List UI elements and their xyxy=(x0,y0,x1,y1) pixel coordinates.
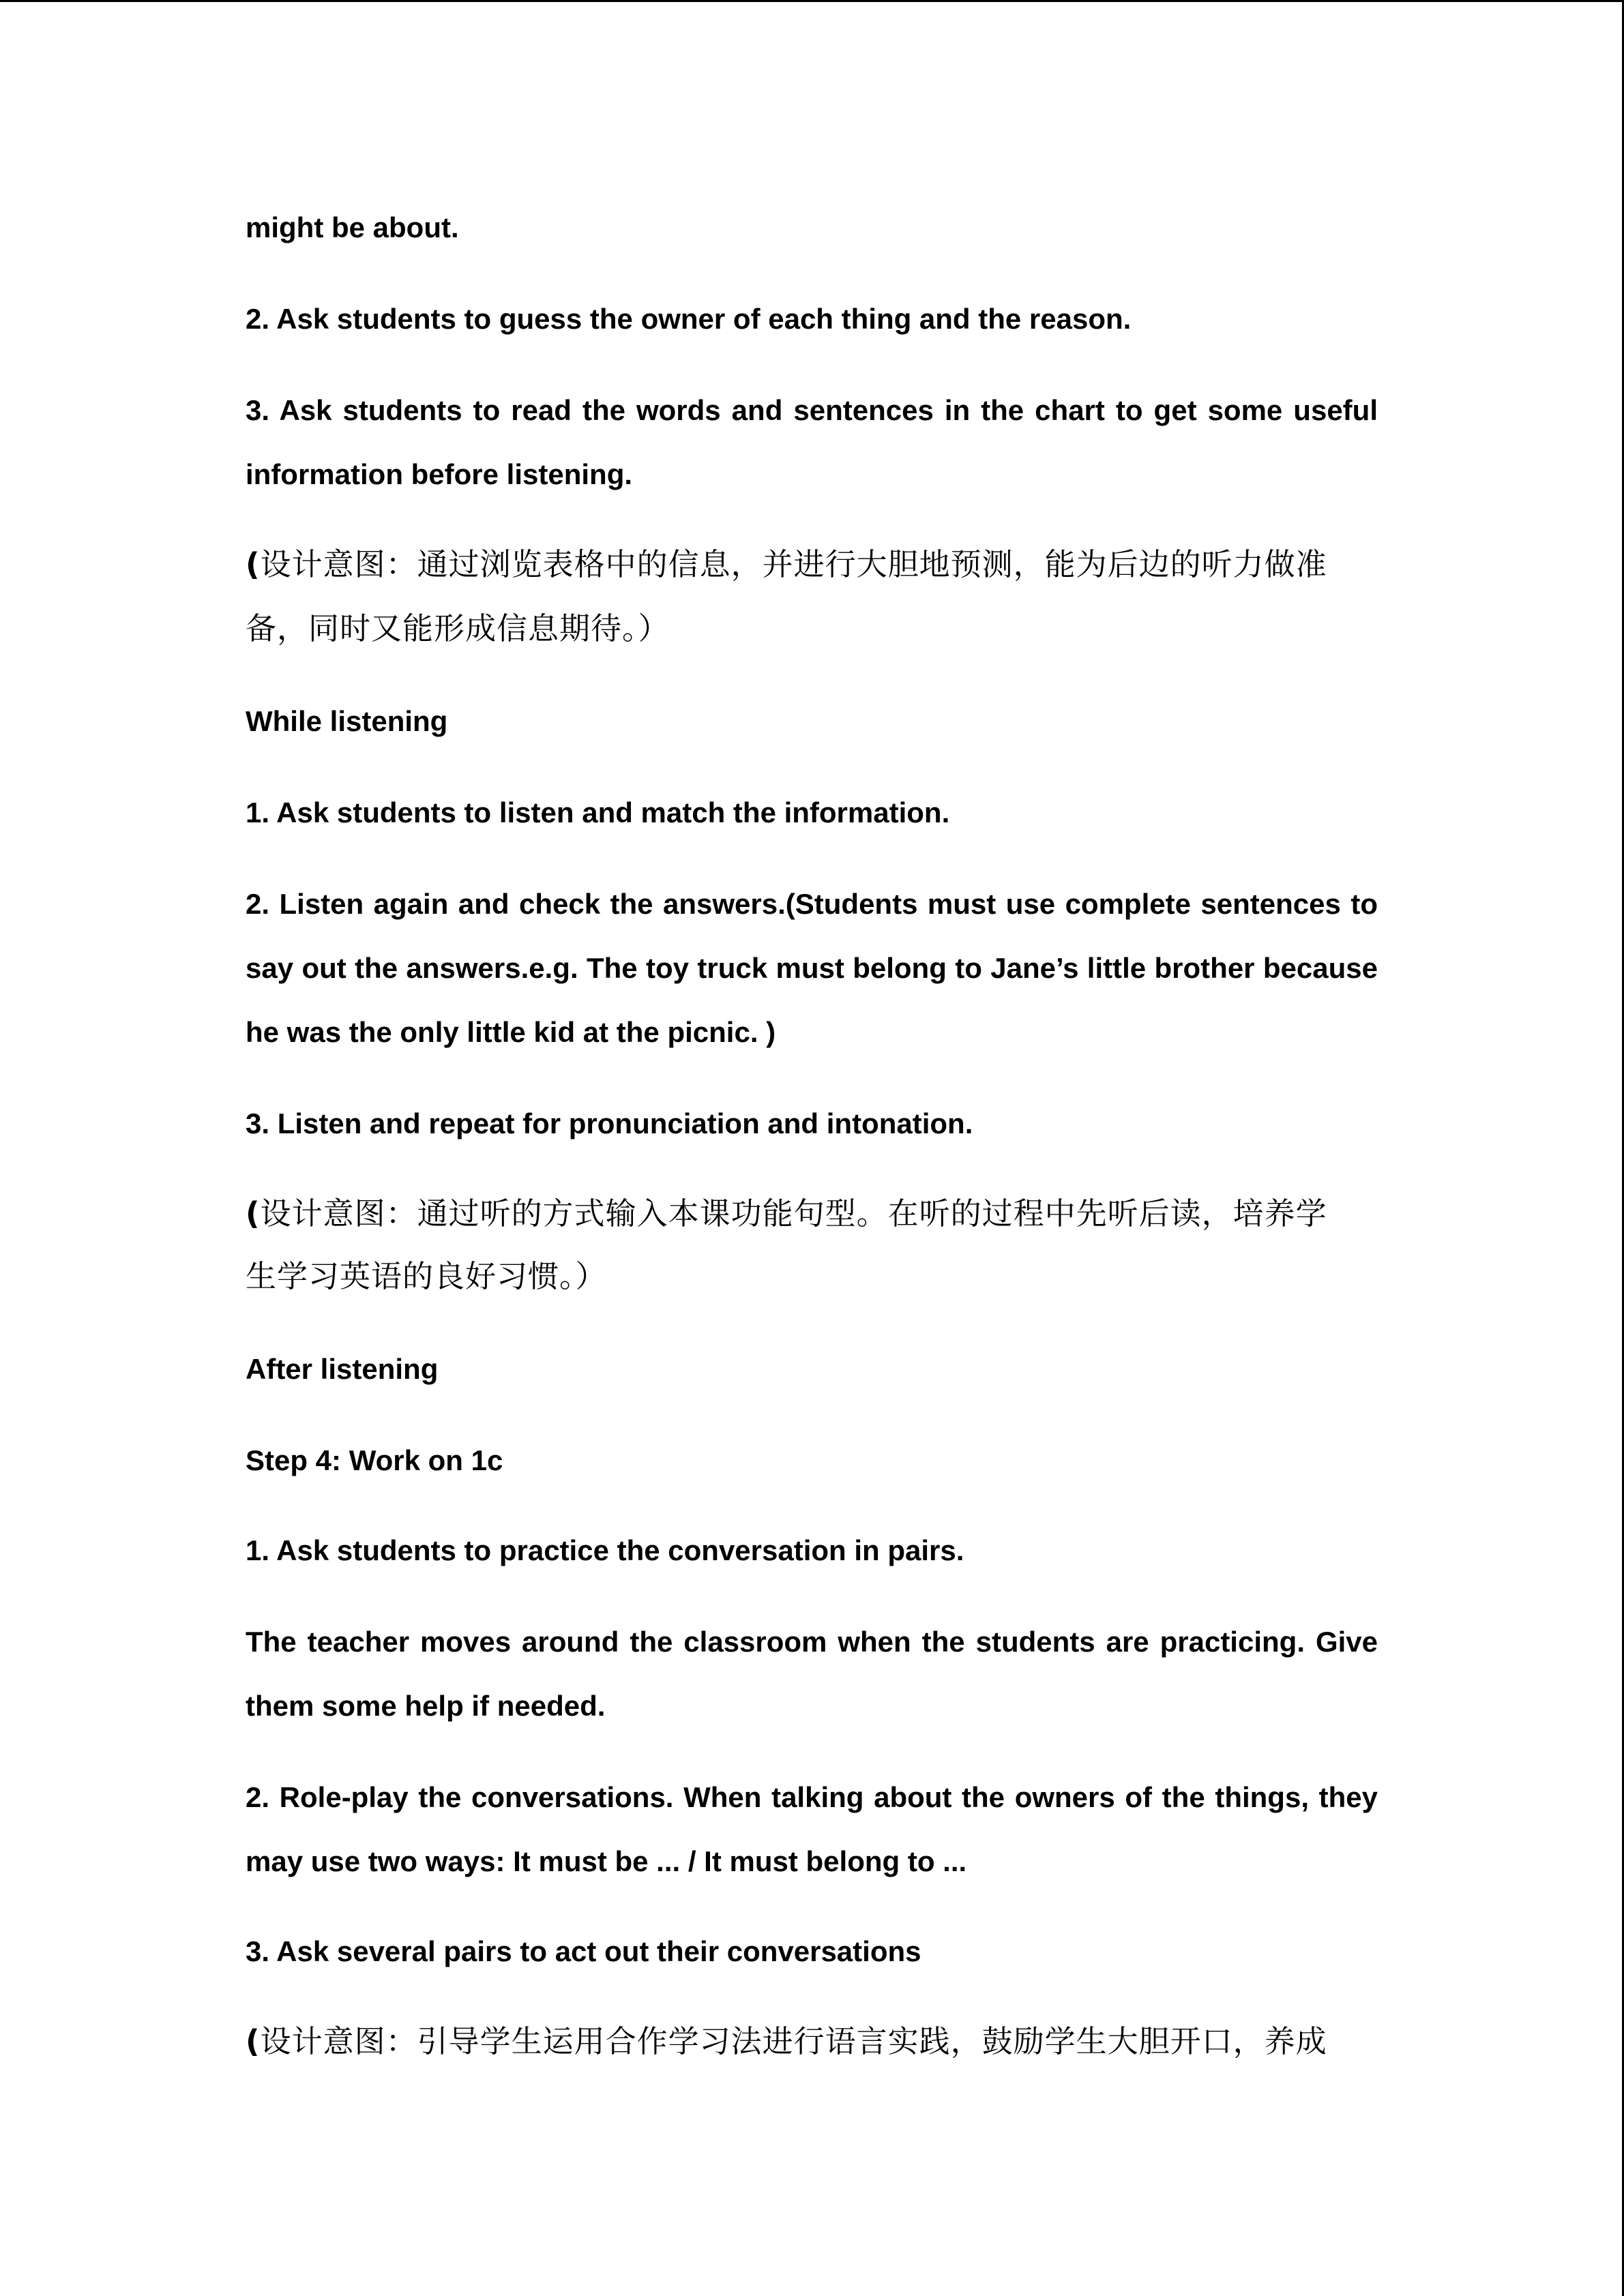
step-heading: Step 4: Work on 1c xyxy=(246,1444,503,1476)
paragraph-line: 3. Ask several pairs to act out their conversations xyxy=(246,1935,921,1967)
design-intent-label: 设计意图： xyxy=(260,546,417,582)
design-intent-line xyxy=(246,546,1378,584)
paragraph-line: 2. Role-play the conversations. When talking about the owners of the things, they xyxy=(246,1781,1378,1813)
paragraph-line: information before listening. xyxy=(246,458,633,490)
design-intent-text: 通过听的方式输入本课功能句型。在听的过程中先听后读，培养学 xyxy=(417,1195,1327,1232)
design-intent-text: 通过浏览表格中的信息，并进行大胆地预测，能为后边的听力做准 xyxy=(417,546,1327,582)
paragraph-line: 1. Ask students to listen and match the information. xyxy=(246,796,950,829)
design-intent-line xyxy=(246,2023,1378,2061)
design-intent-label: 设计意图： xyxy=(260,1195,417,1232)
design-intent-line xyxy=(246,1195,1378,1233)
paragraph-line: he was the only little kid at the picnic. ) xyxy=(246,1016,776,1048)
page-top-border xyxy=(0,0,1624,2)
design-intent-paren: ( xyxy=(246,2023,261,2059)
paragraph-line: 3. Listen and repeat for pronunciation and intonation. xyxy=(246,1107,973,1139)
paragraph-line: 3. Ask students to read the words and sentences in the chart to get some useful xyxy=(246,394,1378,426)
paragraph-line: 2. Ask students to guess the owner of each thing and the reason. xyxy=(246,303,1132,335)
design-intent-paren: ( xyxy=(246,1195,261,1232)
section-heading: While listening xyxy=(246,705,448,737)
design-intent-text: 引导学生运用合作学习法进行语言实践，鼓励学生大胆开口，养成 xyxy=(417,2023,1327,2059)
paragraph-line: 备，同时又能形成信息期待。） xyxy=(246,610,670,646)
paragraph-line: say out the answers.e.g. The toy truck must belong to Jane’s little brother because xyxy=(246,952,1378,984)
paragraph-line: might be about. xyxy=(246,211,459,243)
paragraph-line: The teacher moves around the classroom when the students are practicing. Give xyxy=(246,1626,1378,1658)
section-heading: After listening xyxy=(246,1353,439,1385)
paragraph-line: 生学习英语的良好习惯。） xyxy=(246,1258,607,1294)
paragraph-line: may use two ways: It must be ... / It must belong to ... xyxy=(246,1845,967,1877)
paragraph-line: 1. Ask students to practice the conversation in pairs. xyxy=(246,1534,964,1566)
design-intent-paren: ( xyxy=(246,546,261,582)
paragraph-line: 2. Listen again and check the answers.(Students must use complete sentences to xyxy=(246,888,1378,920)
paragraph-line: them some help if needed. xyxy=(246,1690,606,1722)
design-intent-label: 设计意图： xyxy=(260,2023,417,2059)
